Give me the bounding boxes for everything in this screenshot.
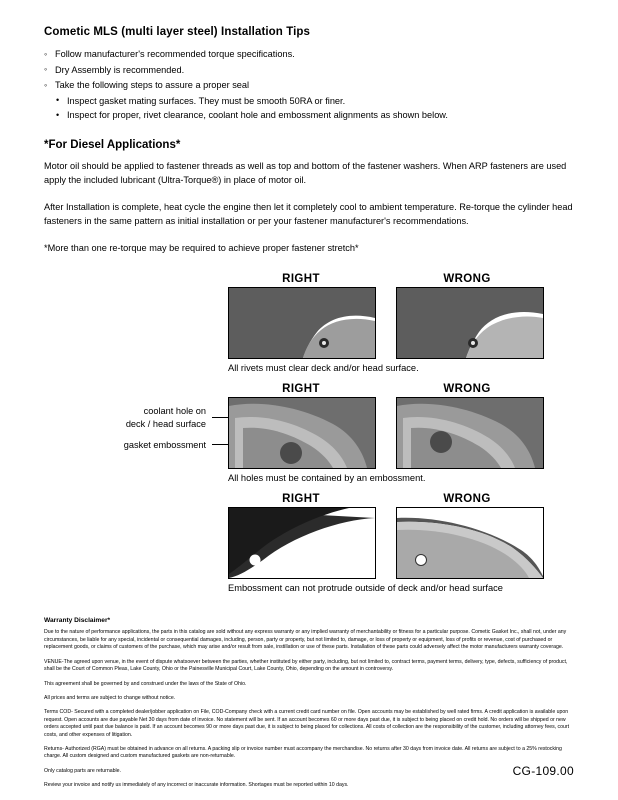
list-item: • Inspect gasket mating surfaces. They must be smooth 50RA or finer. — [44, 94, 574, 109]
figure-caption-rivets: All rivets must clear deck and/or head surface. — [228, 363, 419, 374]
warranty-section — [44, 617, 574, 789]
diesel-paragraph-2: After Installation is complete, heat cycle the engine then let it completely cool to ambient temperature. Re-torque the cylinder head fasteners in the same pattern as initial installation or per your fastener manufacturer's recommendations. — [44, 201, 573, 227]
page-title: Cometic MLS (multi layer steel) Installation Tips — [44, 26, 311, 38]
warranty-paragraph: Due to the nature of performance applications, the parts in this catalog are sold without any express warranty or any implied warranty of merchantability or fitness for a particular purpose. Cometic Gasket Inc., shall not, under any circumstances, be liable for any special, incidental or consequential damages, including, person, party or property, but not limited to, damage, or loss of property or equipment, loss of profits or revenue, cost of purchased or replacement goods, or claims of customers of the purchase, which may arise and/or result from sale, instillation or use of these parts. Installation of these parts could adversely affect the motor manufacturers warranty coverage. — [44, 629, 567, 651]
warranty-paragraph: All prices and terms are subject to change without notice. — [44, 694, 176, 701]
figure-hole-right — [228, 397, 376, 469]
diesel-paragraph-3: *More than one re-torque may be required to achieve proper fastener stretch* — [44, 242, 359, 253]
list-item: ◦ Dry Assembly is recommended. — [44, 63, 574, 78]
figure-emboss-right — [228, 507, 376, 579]
diesel-paragraph-1: Motor oil should be applied to fastener threads as well as top and bottom of the fastener washers. When ARP fasteners are used apply the included lubricant (Ultra-Torque®) in place of motor oil. — [44, 160, 567, 186]
figure-caption-holes: All holes must be contained by an embossment. — [228, 473, 426, 484]
list-item: • Inspect for proper, rivet clearance, coolant hole and embossment alignments as shown below. — [44, 108, 574, 123]
figure-label-right: RIGHT — [282, 493, 320, 506]
annotation-coolant-hole: coolant hole on deck / head surface — [125, 406, 206, 429]
warranty-paragraph: Returns- Authorized (RGA) must be obtained in advance on all returns. A packing slip or invoice number must accompany the merchandise. No returns after 30 days from invoice date. All returns are subject to a 25% restocking charge. All custom designed and custom manufactured gaskets are non-returnable. — [44, 745, 562, 760]
figure-label-right: RIGHT — [282, 383, 320, 396]
section-heading-diesel: *For Diesel Applications* — [44, 138, 181, 151]
warranty-heading: Warranty Disclaimer* — [44, 617, 111, 625]
warranty-paragraph: Review your invoice and notify us immediately of any incorrect or inaccurate information. Shortages must be reported within 10 days. — [44, 782, 349, 789]
figure-rivet-right — [228, 287, 376, 359]
warranty-paragraph: This agreement shall be governed by and construed under the laws of the State of Ohio. — [44, 680, 247, 687]
figure-label-wrong: WRONG — [443, 493, 491, 506]
list-item: ◦ Take the following steps to assure a proper seal — [44, 78, 574, 93]
list-item: ◦ Follow manufacturer's recommended torque specifications. — [44, 47, 574, 62]
annotation-gasket-embossment: gasket embossment — [123, 440, 206, 451]
warranty-paragraph: Only catalog parts are returnable. — [44, 767, 121, 774]
figure-label-wrong: WRONG — [443, 383, 491, 396]
warranty-paragraph: Terms COD- Secured with a completed dealer/jobber application on File, COD-Company check with a current credit card number on file. Open accounts may be established by well rated firms. A credit application is available upon request. Open accounts are due payable Net 30 days from date of invoice. No statement will be sent. If an account becomes 60 or more days past due, it is subject to being placed on credit hold. No orders will be shipped or new orders accepted until past due balance is paid. If an account becomes 90 or more days past due, it is subject to being placed for collections. All costs of collection are the responsibility of the customer, including attorney fees, court costs, and other expenses of litigation. — [44, 709, 570, 738]
figure-hole-wrong-graphic — [397, 398, 543, 468]
figure-group-holes — [44, 383, 574, 483]
document-number: CG-109.00 — [512, 764, 574, 778]
figure-hole-right-graphic — [229, 398, 375, 468]
figure-hole-wrong — [396, 397, 544, 469]
figure-rivet-right-graphic — [229, 288, 375, 358]
figure-group-embossment — [44, 493, 574, 593]
figure-rivet-wrong-graphic — [397, 288, 543, 358]
figure-caption-embossment: Embossment can not protrude outside of deck and/or head surface — [228, 583, 503, 594]
warranty-paragraph: VENUE-The agreed upon venue, in the event of dispute whatsoever between the parties, whether instituted by either party, including, but not limited to, contract terms, payment terms, delivery, type, defects, sufficiency of product, shall be the Court of Common Pleas, Lake County, Ohio or the Painesville Municipal Court, Lake County, Ohio, depending on the amount in controversy. — [44, 658, 568, 673]
figure-emboss-wrong-graphic — [397, 508, 543, 578]
figure-rivet-wrong — [396, 287, 544, 359]
figure-label-wrong: WRONG — [443, 273, 491, 286]
figures-section — [44, 273, 574, 593]
figure-label-right: RIGHT — [282, 273, 320, 286]
figure-emboss-wrong — [396, 507, 544, 579]
tips-list — [44, 47, 574, 93]
figure-group-rivets — [44, 273, 574, 373]
figure-emboss-right-graphic — [229, 508, 375, 578]
tips-sublist — [44, 94, 574, 123]
